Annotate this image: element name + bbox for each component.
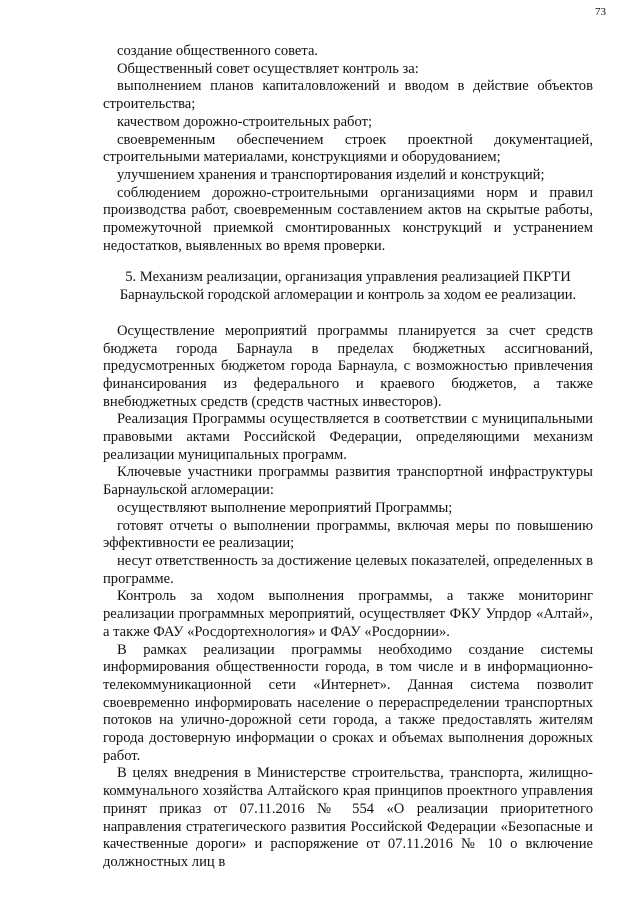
body-text (103, 43, 593, 872)
paragraph: выполнением планов капиталовложений и вводом в действие объектов строительства; (103, 78, 593, 113)
paragraph: Реализация Программы осуществляется в соответствии с муниципальными правовыми актами Российской Федерации, определяющими механизм реализации муниципальных программ. (103, 411, 593, 463)
paragraph: несут ответственность за достижение целевых показателей, определенных в программе. (103, 552, 593, 587)
paragraph: осуществляют выполнение мероприятий Программы; (117, 499, 453, 516)
paragraph: Ключевые участники программы развития транспортной инфраструктуры Барнаульской агломерации: (103, 464, 593, 499)
paragraph: Осуществление мероприятий программы планируется за счет средств бюджета города Барнаула в пределах бюджетных ассигнований, предусмотренных бюджетом города Барнаула, с возможностью привлечения финансирования из федерального и краевого бюджетов, а также внебюджетных средств (средств частных инвесторов). (103, 322, 593, 410)
paragraph: Контроль за ходом выполнения программы, а также мониторинг реализации программных мероприятий, осуществляет ФКУ Упрдор «Алтай», а также ФАУ «Росдортехнология» и ФАУ «Росдорнии». (103, 588, 593, 640)
paragraph: Общественный совет осуществляет контроль за: (117, 60, 419, 77)
paragraph: качеством дорожно-строительных работ; (117, 113, 373, 130)
paragraph: В целях внедрения в Министерстве строительства, транспорта, жилищно-коммунального хозяйства Алтайского края принципов проектного управления принят приказ от 07.11.2016 № 554 «О реализации приоритетного направления стратегического развития Российской Федерации «Безопасные и качественные дороги» и распоряжение от 07.11.2016 № 10 о включение должностных лиц в (103, 765, 593, 870)
paragraph: готовят отчеты о выполнении программы, включая меры по повышению эффективности ее реализации; (103, 517, 593, 552)
page-number: 73 (595, 6, 606, 18)
section-heading (103, 269, 593, 304)
paragraph: создание общественного совета. (117, 43, 319, 59)
paragraph: соблюдением дорожно-строительными организациями норм и правил производства работ, своевременным составлением актов на скрытые работы, промежуточной приемкой смонтированных конструкций и устранением недостатков, выявленных во время проверки. (103, 184, 593, 254)
paragraph: улучшением хранения и транспортирования изделий и конструкций; (117, 166, 545, 183)
section-heading-line: 5. Механизм реализации, организация управления реализацией ПКРТИ (125, 269, 571, 286)
paragraph: В рамках реализации программы необходимо создание системы информирования общественности города, в том числе и в информационно-телекоммуникационной сети «Интернет». Данная система позволит своевременно информировать население о перераспределении транспортных потоков на улично-дорожной сети города, а также предоставлять жителям города достоверную информации о сроках и объемах выполнения дорожных работ. (103, 641, 593, 764)
paragraph: своевременным обеспечением строек проектной документацией, строительными материалами, конструкциями и оборудованием; (103, 131, 593, 166)
section-heading-line: Барнаульской городской агломерации и контроль за ходом ее реализации. (119, 287, 577, 304)
